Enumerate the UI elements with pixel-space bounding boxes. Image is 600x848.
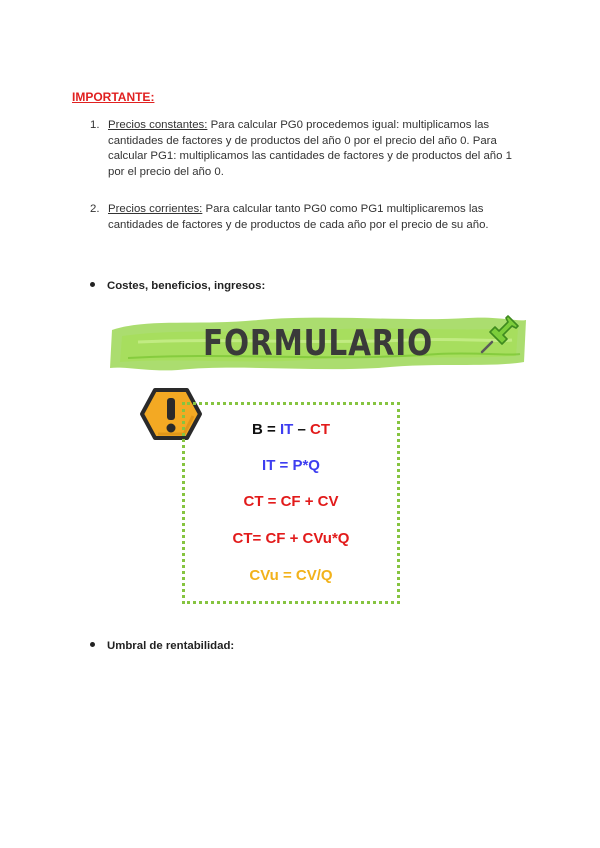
list-item [90, 202, 530, 233]
important-heading: IMPORTANTE: [72, 90, 155, 104]
list-item-text: Para calcular PG0 procedemos igual: multiplicamos las cantidades de factores y de productos del año 0 por el precio del año 0. Para calcular PG1: multiplicamos las cantidades de factores y de productos del año 1 por el precio del año 0. [108, 119, 512, 178]
formula-box [182, 402, 400, 604]
banner-title: FORMULARIO [202, 323, 434, 364]
bullet-dot [90, 642, 95, 647]
list-item-label: Precios constantes: [108, 119, 208, 131]
formula-costes-totales: CT = CF + CV [243, 493, 339, 510]
list-item-text: Para calcular tanto PG0 como PG1 multiplicaremos las cantidades de factores y de productos de cada año por el precio de su año. [108, 203, 489, 231]
formula-ct: CT [309, 421, 330, 438]
list-number: 2. [90, 203, 100, 216]
pushpin-icon [480, 310, 524, 354]
list-number: 1. [90, 119, 100, 131]
formula-coste-variable-unitario: CVu = CV/Q [249, 567, 333, 584]
formula-b: B [252, 421, 263, 438]
formula-equals: = [262, 421, 280, 438]
formulario-banner [108, 312, 528, 374]
formula-ingresos: IT = P*Q [262, 457, 320, 474]
list-item [90, 118, 530, 180]
bullet-costes [90, 280, 265, 292]
bullet-text: Umbral de rentabilidad: [107, 640, 235, 652]
formula-it: IT [279, 421, 294, 438]
list-item-label: Precios corrientes: [108, 203, 203, 216]
bullet-text: Costes, beneficios, ingresos: [107, 280, 266, 292]
formula-minus: – [293, 421, 310, 438]
price-list [90, 118, 530, 234]
bullet-umbral [90, 640, 234, 652]
bullet-dot [90, 282, 95, 287]
formula-beneficio [185, 421, 397, 438]
formula-costes-unitarios: CT= CF + CVu*Q [232, 530, 350, 547]
